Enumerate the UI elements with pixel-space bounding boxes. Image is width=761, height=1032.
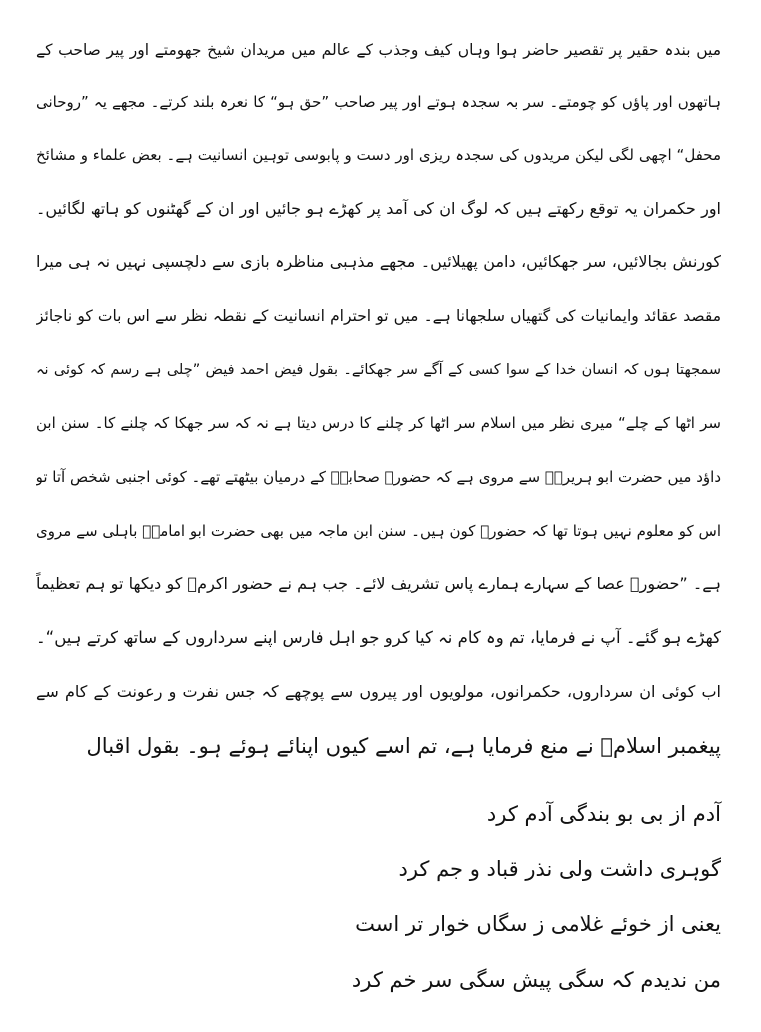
text-line-3: محفل“ اچھی لگی لیکن مریدوں کی سجدہ ریزی اور دست و پابوسی توہین انسانیت ہے۔ بعض علماء و مشائخ (36, 146, 721, 164)
verse-line-1: آدم از بی بو بندگی آدم کرد (486, 802, 721, 826)
text-line-1: میں بندہ حقیر پر تقصیر حاضر ہوا وہاں کیف وجذب کے عالم میں مریدان شیخ جھومتے اور پیر صاحب کے (36, 41, 721, 59)
text-line-7: سمجھتا ہوں کہ انسان خدا کے سوا کسی کے آگے سر جھکائے۔ بقول فیض احمد فیض ”چلی ہے رسم کہ کوئی نہ (36, 362, 721, 378)
text-line-9: داؤد میں حضرت ابو ہریرہؓ سے مروی ہے کہ حضورؐ صحابہؓ کے درمیان بیٹھتے تھے۔ کوئی اجنبی شخص آتا تو (36, 468, 721, 486)
verse-line-4: من ندیدم کہ سگی پیش سگی سر خم کرد (351, 968, 721, 992)
verse-line-2: گوہری داشت ولی نذر قباد و جم کرد (398, 857, 721, 881)
text-line-12: کھڑے ہو گئے۔ آپ نے فرمایا، تم وہ کام نہ کیا کرو جو اہل فارس اپنے سرداروں کے ساتھ کرتے ہیں“۔ (36, 628, 721, 647)
text-line-13: اب کوئی ان سرداروں، حکمرانوں، مولویوں اور پیروں سے پوچھے کہ جس نفرت و رعونت کے کام سے (36, 682, 721, 701)
text-line-10: اس کو معلوم نہیں ہوتا تھا کہ حضورؐ کون ہیں۔ سنن ابن ماجہ میں بھی حضرت ابو امامہؓ باہلی سے مروی (36, 522, 721, 540)
text-line-11: ہے۔ ”حضورؐ عصا کے سہارے ہمارے پاس تشریف لائے۔ جب ہم نے حضور اکرمؐ کو دیکھا تو ہم تعظیماً (36, 574, 721, 593)
text-line-5: کورنش بجالائیں، سر جھکائیں، دامن پھیلائیں۔ مجھے مذہبی مناظرہ بازی سے دلچسپی نہیں نہ ہی میرا (36, 252, 721, 271)
text-line-6: مقصد عقائد وایمانیات کی گتھیاں سلجھانا ہے۔ میں تو احترام انسانیت کے نقطہ نظر سے اس بات کو ناجائز (36, 307, 721, 325)
text-line-14: پیغمبر اسلامؐ نے منع فرمایا ہے، تم اسے کیوں اپنائے ہوئے ہو۔ بقول اقبال (86, 734, 721, 758)
verse-line-3: یعنی از خوئے غلامی ز سگاں خوار تر است (355, 912, 721, 936)
text-line-2: ہاتھوں اور پاؤں کو چومتے۔ سر بہ سجدہ ہوتے اور پیر صاحب ”حق ہو“ کا نعرہ بلند کرتے۔ مجھے یہ ”روحانی (36, 93, 721, 111)
text-line-4: اور حکمران یہ توقع رکھتے ہیں کہ لوگ ان کی آمد پر کھڑے ہو جائیں اور ان کے گھٹنوں کو ہاتھ لگائیں۔ (36, 199, 721, 218)
text-line-8: سر اٹھا کے چلے“ میری نظر میں اسلام سر اٹھا کر چلنے کا درس دیتا ہے نہ کہ سر جھکا کہ چلنے کا۔ سنن ابن (36, 414, 721, 432)
